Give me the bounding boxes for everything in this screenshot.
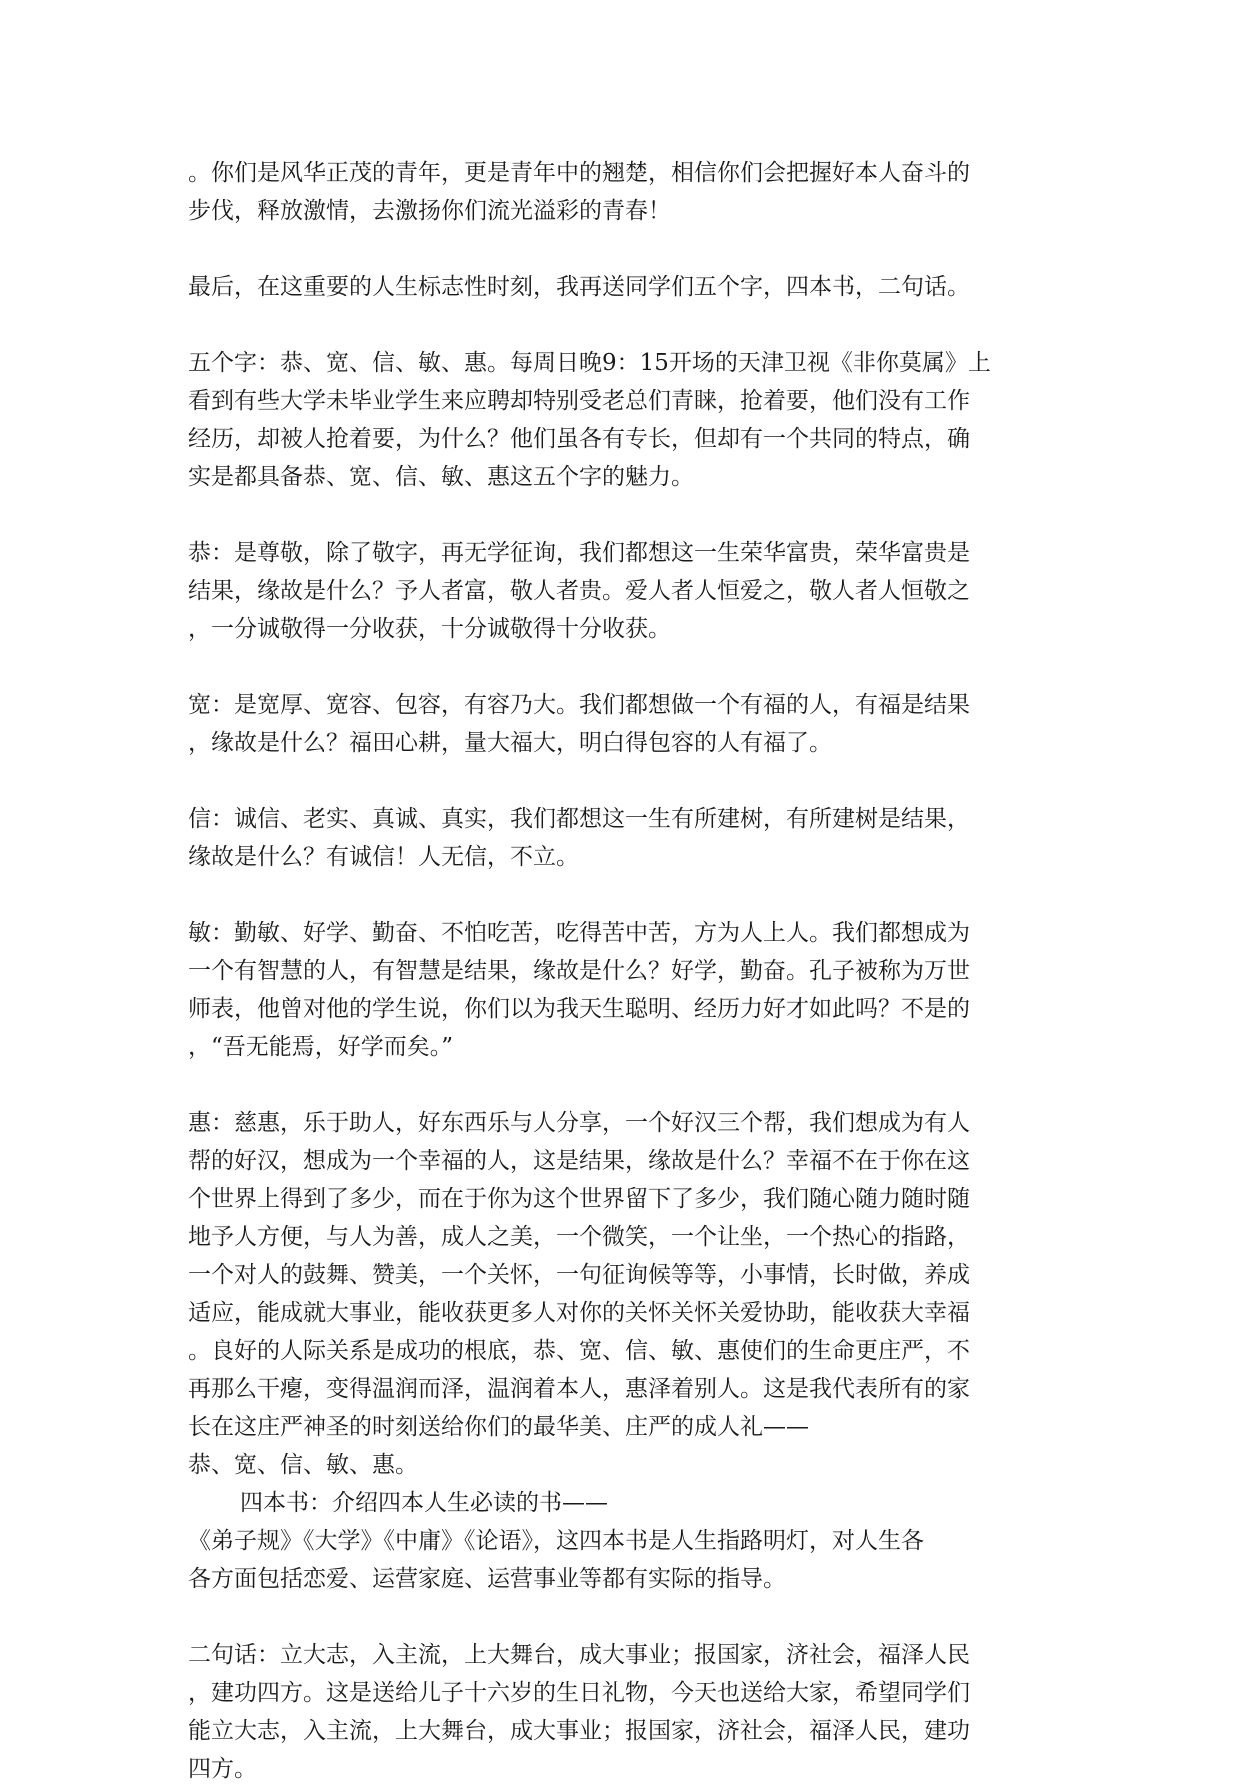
text-line: 二句话：立大志，入主流，上大舞台，成大事业；报国家，济社会，福泽人民 [188,1642,970,1668]
text-line: 最后，在这重要的人生标志性时刻，我再送同学们五个字，四本书，二句话。 [188,274,970,300]
text-line: 结果，缘故是什么？予人者富，敬人者贵。爱人者人恒爱之，敬人者人恒敬之 [188,578,970,604]
text-line: 四方。 [188,1756,257,1782]
text-line: ，缘故是什么？福田心耕，量大福大，明白得包容的人有福了。 [188,730,832,756]
paragraph-hui [188,1104,1068,1484]
paragraph-gap [188,306,1068,344]
text-line: 各方面包括恋爱、运营家庭、运营事业等都有实际的指导。 [188,1566,786,1592]
text-line: 适应，能成就大事业，能收获更多人对你的关怀关怀关爱协助，能收获大幸福 [188,1300,970,1326]
text-line: 一个对人的鼓舞、赞美，一个关怀，一句征询候等等，小事情，长时做，养成 [188,1262,970,1288]
text-line: ，“吾无能焉，好学而矣。” [188,1034,454,1060]
text-line: 再那么干瘪，变得温润而泽，温润着本人，惠泽着别人。这是我代表所有的家 [188,1376,970,1402]
text-line: ，建功四方。这是送给儿子十六岁的生日礼物，今天也送给大家，希望同学们 [188,1680,970,1706]
text-line: 地予人方便，与人为善，成人之美，一个微笑，一个让坐，一个热心的指路， [188,1224,970,1250]
text-line: 实是都具备恭、宽、信、敏、惠这五个字的魅力。 [188,464,694,490]
text-line: 惠：慈惠，乐于助人，好东西乐与人分享，一个好汉三个帮，我们想成为有人 [188,1110,970,1136]
text-line: 恭：是尊敬，除了敬字，再无学征询，我们都想这一生荣华富贵，荣华富贵是 [188,540,970,566]
paragraph-xin [188,800,1068,876]
text-line: 敏：勤敏、好学、勤奋、不怕吃苦，吃得苦中苦，方为人上人。我们都想成为 [188,920,970,946]
text-line: 经历，却被人抢着要，为什么？他们虽各有专长，但却有一个共同的特点，确 [188,426,970,452]
text-line: 宽：是宽厚、宽容、包容，有容乃大。我们都想做一个有福的人，有福是结果 [188,692,970,718]
paragraph-gap [188,876,1068,914]
text-line: 《弟子规》《大学》《中庸》《论语》，这四本书是人生指路明灯，对人生各 [188,1528,924,1554]
text-line: ，一分诚敬得一分收获，十分诚敬得十分收获。 [188,616,671,642]
text-line: 五个字：恭、宽、信、敏、惠。每周日晚9：15开场的天津卫视《非你莫属》上 [188,350,991,376]
text-line: 看到有些大学未毕业学生来应聘却特别受老总们青睐，抢着要，他们没有工作 [188,388,970,414]
paragraph-four-books [188,1522,1068,1598]
paragraph-gong [188,534,1068,648]
paragraph-gap [188,496,1068,534]
text-line: 四本书：介绍四本人生必读的书—— [240,1490,608,1516]
paragraph-gap [188,762,1068,800]
text-line: 。你们是风华正茂的青年，更是青年中的翘楚，相信你们会把握好本人奋斗的 [188,160,970,186]
text-line: 帮的好汉，想成为一个幸福的人，这是结果，缘故是什么？幸福不在于你在这 [188,1148,970,1174]
text-line: 长在这庄严神圣的时刻送给你们的最华美、庄严的成人礼—— [188,1414,809,1440]
text-line: 能立大志，入主流，上大舞台，成大事业；报国家，济社会，福泽人民，建功 [188,1718,970,1744]
paragraph-min [188,914,1068,1066]
paragraph-gap [188,1598,1068,1636]
text-line: 步伐，释放激情，去激扬你们流光溢彩的青春！ [188,198,671,224]
paragraph-kuan [188,686,1068,762]
paragraph-gap [188,1066,1068,1104]
paragraph-five-words [188,344,1068,496]
text-line: 师表，他曾对他的学生说，你们以为我天生聪明、经历力好才如此吗？不是的 [188,996,970,1022]
text-line: 恭、宽、信、敏、惠。 [188,1452,418,1478]
paragraph-intro [188,154,1068,230]
paragraph-four-books-heading [188,1484,1068,1522]
text-line: 信：诚信、老实、真诚、真实，我们都想这一生有所建树，有所建树是结果， [188,806,970,832]
document-body [188,154,1068,1788]
text-line: 一个有智慧的人，有智慧是结果，缘故是什么？好学，勤奋。孔子被称为万世 [188,958,970,984]
text-line: 缘故是什么？有诚信！人无信，不立。 [188,844,579,870]
paragraph-gap [188,230,1068,268]
text-line: 个世界上得到了多少，而在于你为这个世界留下了多少，我们随心随力随时随 [188,1186,970,1212]
paragraph-two-sentences [188,1636,1068,1788]
text-line: 。良好的人际关系是成功的根底，恭、宽、信、敏、惠使们的生命更庄严，不 [188,1338,970,1364]
paragraph-gap [188,648,1068,686]
paragraph-finally [188,268,1068,306]
